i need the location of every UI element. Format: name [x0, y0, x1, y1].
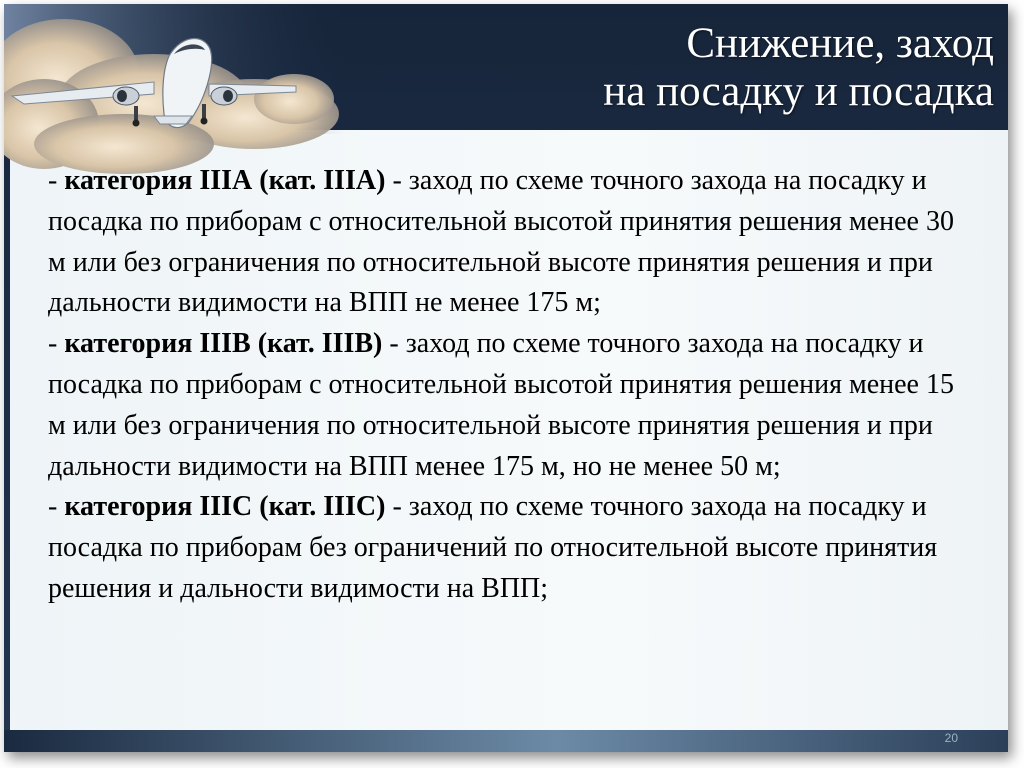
category-label: категория IIIС (кат. IIIС)	[64, 491, 386, 523]
title-line-1: Снижение, заход	[686, 20, 994, 67]
page-title	[354, 20, 994, 116]
category-label: категория IIIВ (кат. IIIВ)	[64, 328, 383, 360]
airplane-in-clouds-icon	[4, 4, 344, 179]
category-label: категория IIIА (кат. IIIА)	[64, 165, 386, 196]
category-description: - заход по схеме точного захода на посадку и посадка по приборам без ограничений по относительной высоте принятия решения и дальности видимости на ВПП;	[48, 491, 938, 604]
category-description: - заход по схеме точного захода на посадку и посадка по приборам с относительной высотой принятия решения менее 30 м или без ограничения по относительной высоте принятия решения и при дальности видимости на ВПП не менее 175 м;	[48, 165, 954, 319]
list-item: - категория IIIВ (кат. IIIВ) - заход по схеме точного захода на посадку и посадка по приборам с относительной высотой принятия решения менее 15 м или без ограничения по относительной высоте принятия решения и при дальности видимости на ВПП менее 175 м, но не менее 50 м;	[48, 328, 954, 482]
title-line-2: на посадку и посадка	[603, 68, 994, 115]
footer-band	[4, 730, 1008, 752]
category-description: - заход по схеме точного захода на посадку и посадка по приборам с относительной высотой принятия решения менее 15 м или без ограничения по относительной высоте принятия решения и при дальности видимости на ВПП менее 175 м, но не менее 50 м;	[48, 328, 954, 482]
page-number: 20	[944, 731, 958, 745]
list-item: - категория IIIС (кат. IIIС) - заход по схеме точного захода на посадку и посадка по приборам без ограничений по относительной высоте принятия решения и дальности видимости на ВПП;	[48, 491, 938, 604]
slide	[4, 4, 1008, 752]
list-item: - категория IIIА (кат. IIIА) - заход по схеме точного захода на посадку и посадка по приборам с относительной высотой принятия решения менее 30 м или без ограничения по относительной высоте принятия решения и при дальности видимости на ВПП не менее 175 м;	[48, 165, 954, 319]
category-list	[48, 161, 978, 610]
